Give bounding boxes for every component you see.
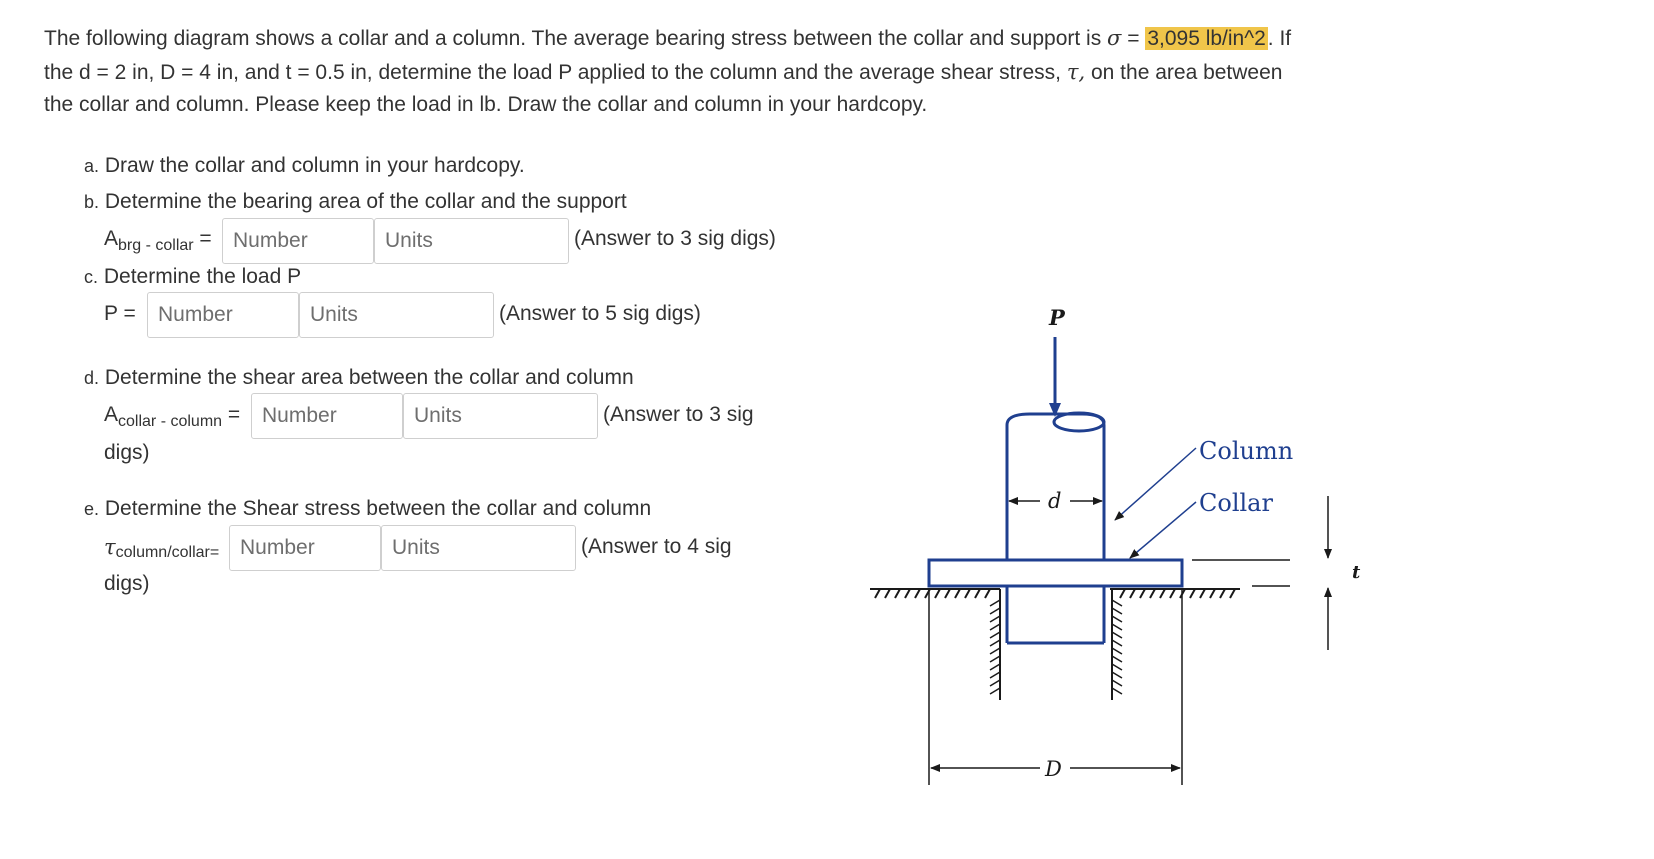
load-label-p: P: [1049, 305, 1065, 330]
highlighted-stress-value: 3,095 lb/in^2: [1147, 27, 1266, 50]
intro-text: the d = 2 in, D = 4 in, and t = 0.5 in, determine the load P applied to the column and the average shear stress,: [44, 60, 1067, 84]
leader-lines: [1115, 448, 1196, 558]
equals-text: =: [1121, 27, 1146, 50]
intro-text: . If: [1267, 27, 1292, 50]
t-dimension: [1192, 496, 1328, 650]
D-dimension: [929, 590, 1182, 785]
intro-text: on the area between: [1085, 60, 1283, 84]
shear-area-sig-digs-note-cont: digs): [104, 441, 150, 464]
question-letter: c.: [84, 267, 99, 287]
question-text: Determine the bearing area of the collar and the support: [104, 190, 627, 213]
tau-symbol: τ,: [1066, 59, 1086, 84]
question-text: Determine the load P: [103, 265, 302, 288]
equals-sign: =: [193, 227, 212, 250]
question-letter: d.: [84, 368, 100, 388]
bearing-area-sig-digs-note: (Answer to 3 sig digs): [574, 227, 776, 250]
intro-text: The following diagram shows a collar and a column. The average bearing stress between the collar and support is: [44, 27, 1108, 50]
variable-subscript: brg - collar: [118, 237, 194, 254]
sigma-symbol: σ: [1107, 26, 1122, 50]
shear-stress-sig-digs-note: (Answer to 4 sig: [581, 535, 732, 558]
question-text: Draw the collar and column in your hardcopy.: [104, 154, 525, 177]
D-label: D: [1045, 757, 1062, 781]
t-label: t: [1352, 562, 1361, 583]
intro-line-3: the collar and column. Please keep the load in lb. Draw the collar and column in your hardcopy.: [44, 93, 928, 116]
column-lower: [1007, 585, 1104, 643]
tau-symbol: τ: [104, 535, 116, 559]
column-label: Column: [1199, 437, 1294, 465]
variable-subscript: column/collar=: [115, 544, 220, 561]
variable-symbol: A: [104, 403, 119, 426]
shear-area-sig-digs-note: (Answer to 3 sig: [603, 403, 754, 426]
variable-subscript: collar - column: [118, 413, 223, 430]
column-shape: [1007, 413, 1104, 560]
collar-plate: [929, 560, 1182, 586]
load-label: P =: [104, 302, 136, 325]
collar-label: Collar: [1199, 489, 1273, 517]
question-letter: a.: [84, 156, 100, 176]
question-letter: b.: [84, 192, 100, 212]
question-letter: e.: [84, 499, 100, 519]
question-text: Determine the Shear stress between the collar and column: [104, 497, 652, 520]
shear-stress-sig-digs-note-cont: digs): [104, 572, 150, 595]
question-text: Determine the shear area between the collar and column: [104, 366, 634, 389]
d-label: d: [1048, 489, 1062, 513]
equals-sign: =: [222, 403, 241, 426]
load-sig-digs-note: (Answer to 5 sig digs): [499, 302, 701, 325]
hole-wall-hatching: [990, 600, 1122, 694]
variable-symbol: A: [104, 227, 119, 250]
